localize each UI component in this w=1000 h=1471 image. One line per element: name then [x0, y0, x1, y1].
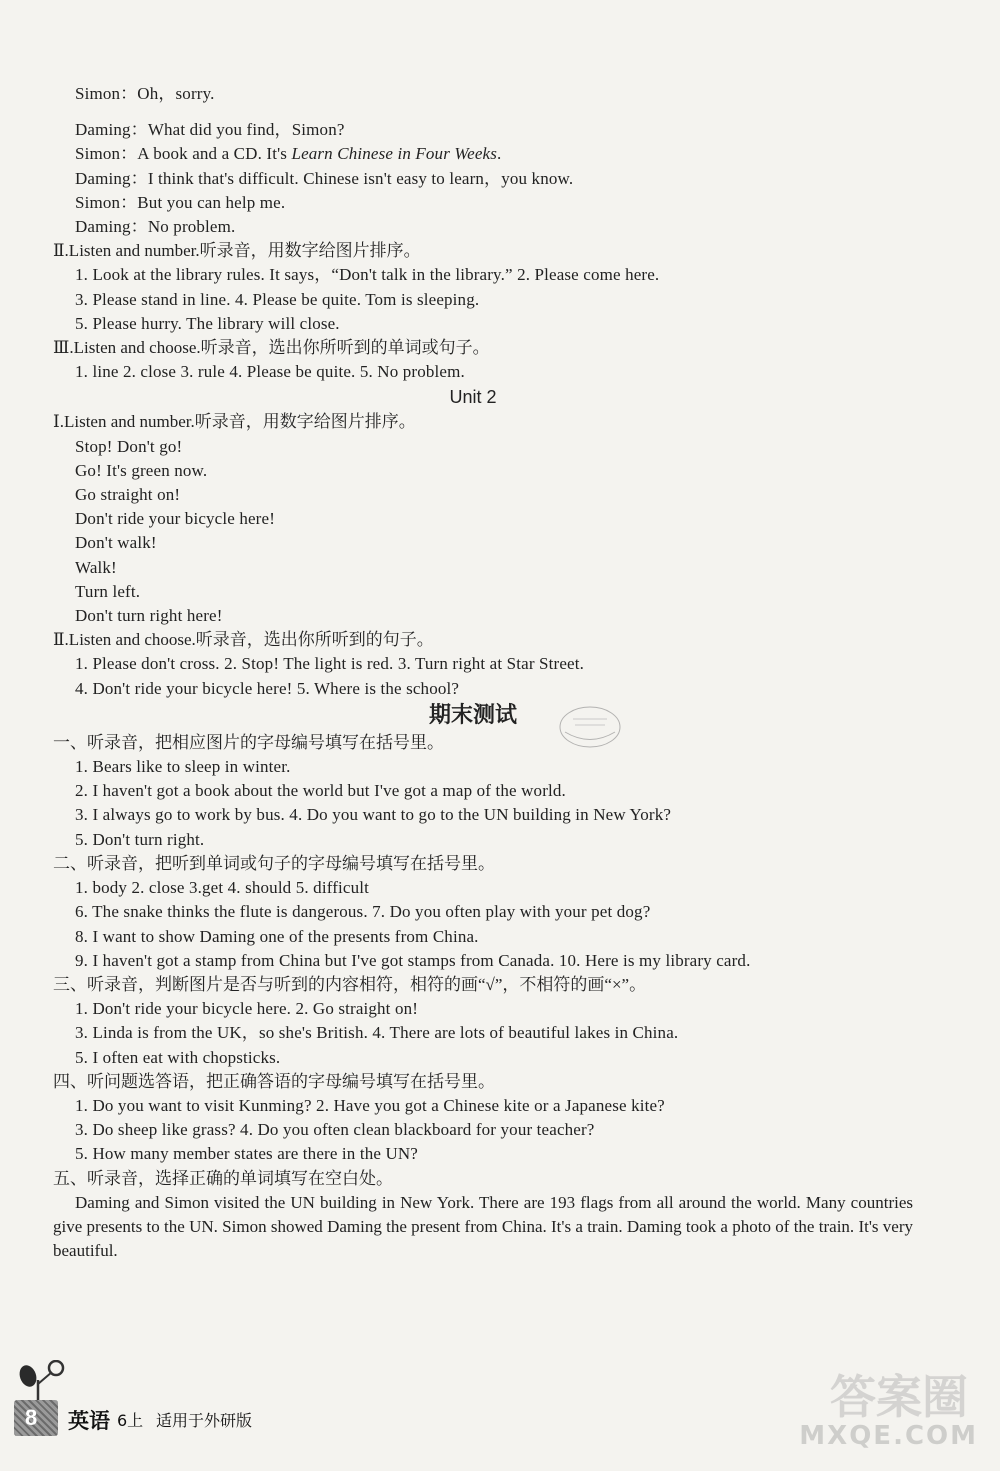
dialogue-line: Daming：What did you find，Simon? — [75, 120, 345, 140]
page-content — [53, 82, 933, 1263]
transcript-line: 1. Look at the library rules. It says，“Don't talk in the library.” 2. Please come here. — [75, 265, 660, 285]
transcript-line: Turn left. — [75, 581, 141, 601]
dialogue-line: Daming：No problem. — [75, 217, 236, 237]
homework-stamp — [555, 697, 625, 757]
subject-label: 英语 — [68, 1409, 110, 1433]
final-test-title: 期末测试 — [428, 702, 517, 728]
transcript-line: 6. The snake thinks the flute is dangerous. 7. Do you often play with your pet dog? — [75, 902, 651, 922]
transcript-line: Go! It's green now. — [75, 460, 208, 480]
section-heading: Ⅱ.Listen and number.听录音，用数字给图片排序。 — [53, 241, 421, 261]
transcript-line: Walk! — [75, 557, 117, 577]
transcript-line: 5. Please hurry. The library will close. — [75, 313, 340, 333]
transcript-line: 9. I haven't got a stamp from China but I've got stamps from Canada. 10. Here is my library card. — [75, 950, 751, 970]
section-heading: Ⅱ.Listen and choose.听录音，选出你所听到的句子。 — [53, 630, 434, 650]
transcript-line: 1. body 2. close 3.get 4. should 5. difficult — [75, 878, 369, 898]
transcript-line: Don't ride your bicycle here! — [75, 509, 275, 529]
section-heading: 五、听录音，选择正确的单词填写在空白处。 — [53, 1168, 393, 1188]
plant-icon — [16, 1360, 66, 1404]
transcript-line: 5. How many member states are there in the UN? — [75, 1144, 419, 1164]
unit-title: Unit 2 — [449, 387, 497, 408]
transcript-line: Go straight on! — [75, 485, 181, 505]
dialogue-line: Simon：Oh，sorry. — [75, 84, 215, 103]
section-heading: 一、听录音，把相应图片的字母编号填写在括号里。 — [53, 732, 444, 752]
transcript-line: Don't turn right here! — [75, 606, 223, 626]
section-heading: Ⅲ.Listen and choose.听录音，选出你所听到的单词或句子。 — [53, 338, 490, 358]
dialogue-line: Simon：But you can help me. — [75, 192, 286, 212]
transcript-line: 1. line 2. close 3. rule 4. Please be quite. 5. No problem. — [75, 362, 465, 382]
spacer — [53, 106, 933, 118]
dialogue-line: Daming：I think that's difficult. Chinese isn't easy to learn，you know. — [75, 168, 574, 188]
transcript-line: Don't walk! — [75, 533, 157, 553]
transcript-line: 3. Linda is from the UK，so she's British. 4. There are lots of beautiful lakes in China. — [75, 1023, 679, 1043]
section-heading: 四、听问题选答语，把正确答语的字母编号填写在括号里。 — [53, 1071, 495, 1091]
watermark-url: MXQE.COM — [799, 1421, 978, 1451]
transcript-line: 3. Do sheep like grass? 4. Do you often clean blackboard for your teacher? — [75, 1120, 595, 1140]
transcript-line: 1. Don't ride your bicycle here. 2. Go straight on! — [75, 999, 419, 1019]
edition-label: 适用于外研版 — [156, 1411, 253, 1430]
transcript-line: 8. I want to show Daming one of the presents from China. — [75, 926, 479, 946]
book-title: Learn Chinese in Four Weeks — [291, 144, 497, 164]
page-footer — [10, 1360, 410, 1440]
dialogue-line — [53, 142, 933, 166]
dialogue-text: . — [496, 144, 502, 164]
transcript-line: 1. Do you want to visit Kunming? 2. Have you got a Chinese kite or a Japanese kite? — [75, 1095, 665, 1115]
transcript-line: 1. Please don't cross. 2. Stop! The light is red. 3. Turn right at Star Street. — [75, 654, 584, 674]
section-heading: 三、听录音，判断图片是否与听到的内容相符，相符的画“√”，不相符的画“×”。 — [53, 974, 647, 994]
transcript-line: 3. I always go to work by bus. 4. Do you want to go to the UN building in New York? — [75, 805, 672, 825]
stamp-graphic — [555, 697, 625, 752]
transcript-line: 5. Don't turn right. — [75, 829, 205, 849]
transcript-line: Stop! Don't go! — [75, 436, 183, 456]
transcript-line: 1. Bears like to sleep in winter. — [75, 757, 291, 777]
dialogue-text: Simon：A book and a CD. It's — [75, 144, 292, 164]
transcript-line: 4. Don't ride your bicycle here! 5. Where is the school? — [75, 678, 460, 698]
page-number: 8 — [25, 1405, 38, 1430]
transcript-line: 2. I haven't got a book about the world but I've got a map of the world. — [75, 781, 566, 801]
watermark-logo: 答案圈 — [830, 1370, 968, 1424]
section-heading: 二、听录音，把听到单词或句子的字母编号填写在括号里。 — [53, 853, 495, 873]
site-watermark — [728, 1361, 978, 1451]
transcript-line: 5. I often eat with chopsticks. — [75, 1047, 281, 1067]
passage-paragraph: Daming and Simon visited the UN building in New York. There are 193 flags from all around the world. Many countries give presents to the UN. Simon showed Daming the present from China. It's a train. Daming took a photo of the train. It's very beautiful. — [53, 1192, 913, 1261]
transcript-line: 3. Please stand in line. 4. Please be quite. Tom is sleeping. — [75, 289, 480, 309]
section-heading: Ⅰ.Listen and number.听录音，用数字给图片排序。 — [53, 412, 416, 432]
grade-label: 6上 — [117, 1411, 144, 1430]
